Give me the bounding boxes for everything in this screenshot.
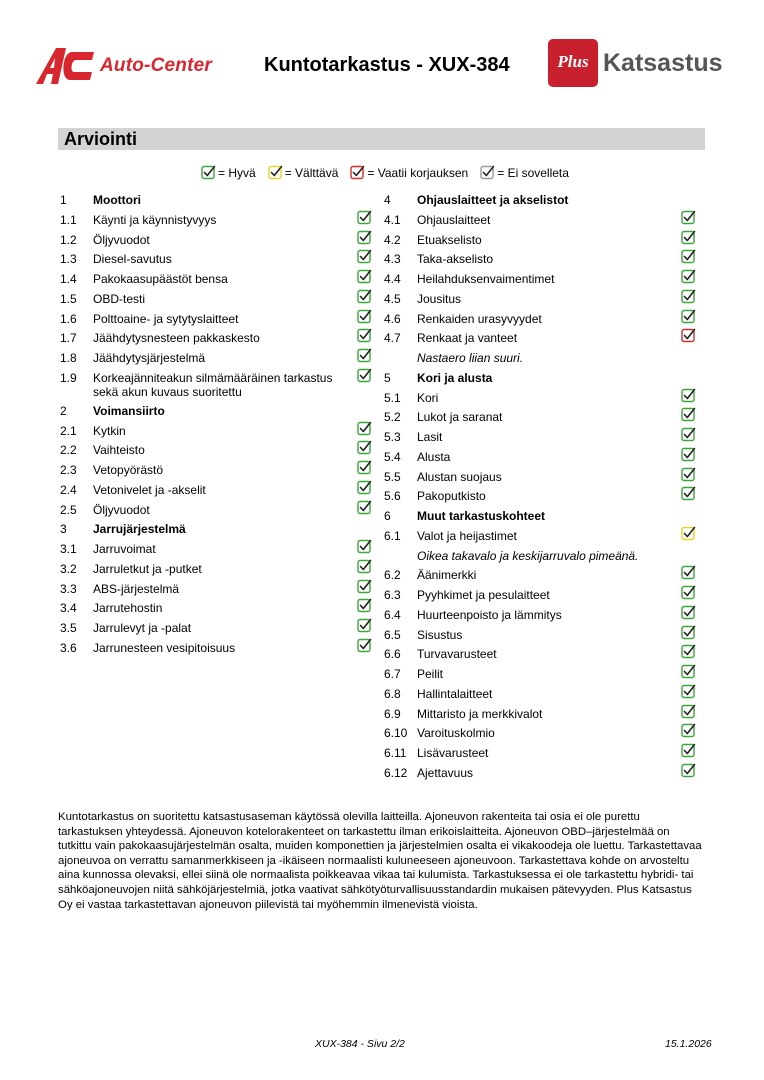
check-good-icon bbox=[681, 210, 696, 225]
item-label: Polttoaine- ja sytytyslaitteet bbox=[93, 311, 239, 326]
check-good-icon bbox=[681, 644, 696, 659]
item-number: 6.1 bbox=[384, 528, 401, 543]
status-legend bbox=[201, 165, 581, 180]
item-number: 4.6 bbox=[384, 311, 401, 326]
inspection-row bbox=[384, 427, 696, 447]
check-good-icon bbox=[357, 559, 372, 574]
plus-badge-text: Plus bbox=[557, 52, 589, 71]
legend-item-na bbox=[480, 165, 569, 180]
check-good-icon bbox=[357, 440, 372, 455]
item-label: Pakokaasupäästöt bensa bbox=[93, 272, 228, 286]
inspection-row bbox=[60, 579, 372, 599]
inspection-row bbox=[60, 539, 372, 559]
item-number: 4 bbox=[384, 193, 391, 207]
item-label: Jäähdytysjärjestelmä bbox=[93, 351, 206, 365]
check-repair-icon bbox=[681, 328, 696, 343]
check-good-icon bbox=[681, 289, 696, 304]
check-good-icon bbox=[681, 486, 696, 501]
item-label: Heilahduksenvaimentimet bbox=[417, 272, 555, 286]
item-label: Lisävarusteet bbox=[417, 746, 489, 760]
item-number: 1.3 bbox=[60, 252, 77, 267]
inspection-row bbox=[60, 638, 372, 658]
disclaimer-text: Kuntotarkastus on suoritettu katsastusaseman käytössä olevilla laitteilla. Ajoneuvon rakenteita tai osia ei ole purettu tarkastuksen yhteydessä. Ajoneuvon kotelorakenteet on tarkastettu ilman erikoislaitteita. Ajoneuvon OBD–järjestelmää on tutkittu vain pakokaasujärjestelmän osalta, muiden komponettien ja järjestelmien osalta ei vikakoodeja ole luettu. Tarkastettavaa ajoneuvoa on verrattu samanmerkkiseen ja -ikäiseen normaalisti kuluneeseen ajoneuvoon. Tarkastettava kohde on arvosteltu aina kunnossa olevaksi, ellei siinä ole normaalista poikkeavaa vikaa tai kulumista. Tarkastuksessa ei ole tarkastettu hybridi- tai sähköajoneuvojen niitä sähköjärjestelmiä, jotka vaativat sähkötyöturvallisuusstandardin mukaisen pätevyyden. Plus Katsastus Oy ei vastaa tarkastettavan ajoneuvon piilevistä tai myöhemmin ilmenevistä vioista. bbox=[58, 811, 702, 911]
check-good-icon bbox=[201, 165, 216, 180]
item-number: 5.5 bbox=[384, 469, 401, 484]
check-good-icon bbox=[357, 421, 372, 436]
inspection-row bbox=[60, 421, 372, 441]
item-label: Valot ja heijastimet bbox=[417, 528, 517, 543]
check-good-icon bbox=[357, 618, 372, 633]
legend-label: = Ei sovelleta bbox=[497, 165, 569, 180]
item-number: 1.8 bbox=[60, 351, 77, 365]
inspection-row bbox=[60, 440, 372, 460]
inspection-row bbox=[60, 249, 372, 269]
item-number: 6.2 bbox=[384, 568, 401, 583]
legend-item-good bbox=[201, 165, 256, 180]
item-label: Pyyhkimet ja pesulaitteet bbox=[417, 588, 550, 602]
item-label: Kytkin bbox=[93, 423, 126, 438]
item-number: 5.2 bbox=[384, 410, 401, 425]
legend-label: = Hyvä bbox=[218, 165, 256, 180]
item-number: 1.2 bbox=[60, 232, 77, 247]
item-label: Diesel-savutus bbox=[93, 252, 172, 267]
item-number: 1.4 bbox=[60, 272, 77, 286]
check-good-icon bbox=[357, 638, 372, 653]
item-number: 3.3 bbox=[60, 581, 77, 596]
check-good-icon bbox=[681, 269, 696, 284]
item-label: Muut tarkastuskohteet bbox=[417, 509, 546, 523]
check-good-icon bbox=[681, 684, 696, 699]
item-number: 3.5 bbox=[60, 621, 77, 635]
remark-text: Oikea takavalo ja keskijarruvalo pimeänä. bbox=[417, 548, 639, 563]
inspection-row bbox=[384, 289, 696, 309]
item-label: Korkeajänniteakun silmämääräinen tarkastus sekä akun kuvaus suoritettu bbox=[93, 370, 333, 399]
check-na-icon bbox=[480, 165, 495, 180]
check-good-icon bbox=[357, 579, 372, 594]
section-heading-row bbox=[60, 519, 372, 539]
item-number: 5.4 bbox=[384, 449, 401, 464]
item-label: Kori ja alusta bbox=[417, 370, 493, 385]
check-good-icon bbox=[681, 309, 696, 324]
inspection-column-right bbox=[384, 190, 696, 783]
auto-center-logo bbox=[36, 46, 221, 86]
item-number: 1.7 bbox=[60, 331, 77, 346]
check-good-icon bbox=[681, 427, 696, 442]
item-label: Etuakselisto bbox=[417, 232, 482, 247]
check-good-icon bbox=[357, 500, 372, 515]
item-label: Öljyvuodot bbox=[93, 232, 150, 247]
item-number: 2.5 bbox=[60, 502, 77, 517]
check-good-icon bbox=[681, 447, 696, 462]
check-good-icon bbox=[357, 249, 372, 264]
inspection-row bbox=[60, 598, 372, 618]
check-good-icon bbox=[681, 605, 696, 620]
item-number: 6.8 bbox=[384, 686, 401, 701]
item-label: Renkaiden urasyvyydet bbox=[417, 311, 542, 326]
item-label: Peilit bbox=[417, 667, 444, 681]
item-label: OBD-testi bbox=[93, 291, 146, 306]
item-label: Moottori bbox=[93, 193, 141, 207]
inspection-row bbox=[60, 480, 372, 500]
section-heading-row bbox=[60, 401, 372, 421]
item-label: Lasit bbox=[417, 430, 443, 444]
check-good-icon bbox=[357, 289, 372, 304]
inspection-row bbox=[60, 230, 372, 250]
item-number: 1 bbox=[60, 193, 67, 207]
inspection-row bbox=[384, 309, 696, 329]
inspection-row bbox=[60, 289, 372, 309]
check-good-icon bbox=[357, 368, 372, 383]
inspection-row bbox=[384, 585, 696, 605]
section-heading-row bbox=[384, 368, 696, 388]
item-label: Jarrujärjestelmä bbox=[93, 522, 186, 537]
item-number: 6.9 bbox=[384, 706, 401, 721]
item-label: Vetonivelet ja -akselit bbox=[93, 482, 206, 497]
inspection-row bbox=[384, 486, 696, 506]
section-heading-row bbox=[384, 190, 696, 210]
item-label: Varoituskolmio bbox=[417, 726, 495, 741]
check-repair-icon bbox=[350, 165, 365, 180]
item-number: 6.6 bbox=[384, 647, 401, 662]
remark-row bbox=[384, 348, 696, 368]
ac-logo-icon bbox=[36, 46, 96, 86]
item-label: Pakoputkisto bbox=[417, 489, 486, 504]
check-good-icon bbox=[357, 539, 372, 554]
check-good-icon bbox=[681, 230, 696, 245]
item-label: Ajettavuus bbox=[417, 765, 474, 780]
item-label: Alusta bbox=[417, 449, 451, 464]
inspection-row bbox=[60, 328, 372, 348]
item-number: 2 bbox=[60, 403, 67, 418]
item-number: 4.1 bbox=[384, 212, 401, 227]
check-good-icon bbox=[681, 625, 696, 640]
item-label: Lukot ja saranat bbox=[417, 410, 503, 425]
item-label: Vetopyörästö bbox=[93, 463, 164, 477]
section-heading-row bbox=[60, 190, 372, 210]
item-number: 1.5 bbox=[60, 291, 77, 306]
section-heading-row bbox=[384, 506, 696, 526]
inspection-row bbox=[60, 559, 372, 579]
item-number: 5.3 bbox=[384, 430, 401, 444]
legend-item-repair bbox=[350, 165, 468, 180]
check-acceptable-icon bbox=[268, 165, 283, 180]
check-acceptable-icon bbox=[681, 526, 696, 541]
item-number: 3.1 bbox=[60, 542, 77, 556]
item-label: Ohjauslaitteet bbox=[417, 212, 491, 227]
inspection-column-left bbox=[60, 190, 372, 658]
item-number: 6.12 bbox=[384, 765, 408, 780]
inspection-row bbox=[384, 605, 696, 625]
inspection-row bbox=[60, 460, 372, 480]
section-header-arviointi bbox=[58, 128, 705, 150]
inspection-row bbox=[60, 500, 372, 520]
item-label: Äänimerkki bbox=[417, 568, 477, 583]
check-good-icon bbox=[357, 210, 372, 225]
item-label: Käynti ja käynnistyvyys bbox=[93, 212, 217, 227]
inspection-row bbox=[384, 565, 696, 585]
item-label: Vaihteisto bbox=[93, 443, 145, 458]
inspection-row bbox=[384, 249, 696, 269]
inspection-row bbox=[384, 210, 696, 230]
item-label: Jarrulevyt ja -palat bbox=[93, 621, 192, 635]
inspection-row bbox=[60, 309, 372, 329]
item-label: Jarrutehostin bbox=[93, 601, 163, 616]
item-label: Alustan suojaus bbox=[417, 469, 502, 484]
inspection-row bbox=[384, 684, 696, 704]
item-number: 6.7 bbox=[384, 667, 401, 681]
item-label: Turvavarusteet bbox=[417, 647, 497, 662]
check-good-icon bbox=[681, 763, 696, 778]
check-good-icon bbox=[357, 309, 372, 324]
katsastus-logo-text: Katsastus bbox=[603, 49, 723, 77]
plus-badge bbox=[548, 39, 598, 87]
item-label: Hallintalaitteet bbox=[417, 686, 493, 701]
item-number: 6.10 bbox=[384, 726, 408, 741]
check-good-icon bbox=[681, 723, 696, 738]
item-number: 2.2 bbox=[60, 443, 77, 458]
check-good-icon bbox=[681, 249, 696, 264]
legend-label: = Vaatii korjauksen bbox=[367, 165, 469, 180]
check-good-icon bbox=[681, 388, 696, 403]
inspection-row bbox=[384, 269, 696, 289]
check-good-icon bbox=[681, 664, 696, 679]
check-good-icon bbox=[357, 269, 372, 284]
item-number: 2.3 bbox=[60, 463, 77, 477]
inspection-row bbox=[384, 467, 696, 487]
inspection-row bbox=[60, 348, 372, 368]
item-label: Voimansiirto bbox=[93, 403, 165, 418]
item-number: 6.11 bbox=[384, 746, 407, 760]
item-label: ABS-järjestelmä bbox=[93, 581, 180, 596]
item-label: Huurteenpoisto ja lämmitys bbox=[417, 607, 562, 622]
auto-center-logo-text: Auto-Center bbox=[100, 55, 212, 76]
check-good-icon bbox=[357, 460, 372, 475]
item-label: Jarruletkut ja -putket bbox=[93, 561, 202, 576]
item-number: 3 bbox=[60, 522, 67, 537]
item-label: Jäähdytysnesteen pakkaskesto bbox=[93, 331, 260, 346]
inspection-row bbox=[60, 210, 372, 230]
item-number: 6.3 bbox=[384, 588, 401, 602]
item-number: 4.5 bbox=[384, 291, 401, 306]
remark-row bbox=[384, 546, 696, 566]
legend-label: = Välttävä bbox=[284, 165, 339, 180]
document-title: Kuntotarkastus - XUX-384 bbox=[264, 54, 510, 76]
item-number: 4.2 bbox=[384, 232, 401, 247]
item-label: Kori bbox=[417, 390, 439, 405]
inspection-row bbox=[60, 618, 372, 638]
item-label: Jarruvoimat bbox=[93, 542, 156, 556]
item-number: 4.7 bbox=[384, 331, 401, 346]
item-number: 3.6 bbox=[60, 640, 77, 655]
inspection-row bbox=[384, 664, 696, 684]
item-number: 4.3 bbox=[384, 252, 401, 267]
item-number: 3.4 bbox=[60, 601, 77, 616]
footer-date: 15.1.2026 bbox=[665, 1038, 712, 1050]
check-good-icon bbox=[357, 328, 372, 343]
inspection-row bbox=[384, 388, 696, 408]
footer-page-label: XUX-384 - Sivu 2/2 bbox=[315, 1038, 405, 1050]
check-good-icon bbox=[681, 743, 696, 758]
inspection-row bbox=[60, 368, 372, 401]
inspection-row bbox=[60, 269, 372, 289]
inspection-row bbox=[384, 407, 696, 427]
legend-item-acceptable bbox=[268, 165, 339, 180]
inspection-row bbox=[384, 743, 696, 763]
item-number: 6.4 bbox=[384, 607, 401, 622]
check-good-icon bbox=[681, 565, 696, 580]
check-good-icon bbox=[357, 598, 372, 613]
inspection-row bbox=[384, 447, 696, 467]
remark-text: Nastaero liian suuri. bbox=[417, 351, 524, 365]
item-number: 2.4 bbox=[60, 482, 77, 497]
inspection-row bbox=[384, 230, 696, 250]
check-good-icon bbox=[681, 585, 696, 600]
item-label: Taka-akselisto bbox=[417, 252, 494, 267]
item-number: 4.4 bbox=[384, 272, 401, 286]
check-good-icon bbox=[357, 348, 372, 363]
check-good-icon bbox=[357, 480, 372, 495]
inspection-row bbox=[384, 625, 696, 645]
inspection-row bbox=[384, 704, 696, 724]
item-label: Jousitus bbox=[417, 291, 462, 306]
item-number: 1.9 bbox=[60, 370, 77, 385]
item-label: Renkaat ja vanteet bbox=[417, 331, 518, 346]
item-number: 6.5 bbox=[384, 627, 401, 642]
item-label: Jarrunesteen vesipitoisuus bbox=[93, 640, 236, 655]
item-number: 5.1 bbox=[384, 390, 401, 405]
item-label: Ohjauslaitteet ja akselistot bbox=[417, 193, 569, 207]
item-number: 1.1 bbox=[60, 212, 77, 227]
inspection-row bbox=[384, 328, 696, 348]
item-number: 5.6 bbox=[384, 489, 401, 504]
check-good-icon bbox=[357, 230, 372, 245]
item-label: Öljyvuodot bbox=[93, 502, 150, 517]
check-good-icon bbox=[681, 467, 696, 482]
item-number: 3.2 bbox=[60, 561, 77, 576]
inspection-row bbox=[384, 644, 696, 664]
plus-katsastus-logo bbox=[548, 39, 728, 89]
item-label: Mittaristo ja merkkivalot bbox=[417, 706, 543, 721]
item-number: 5 bbox=[384, 370, 391, 385]
inspection-row bbox=[384, 526, 696, 546]
inspection-row bbox=[384, 723, 696, 743]
item-number: 6 bbox=[384, 509, 391, 523]
check-good-icon bbox=[681, 407, 696, 422]
item-number: 1.6 bbox=[60, 311, 77, 326]
check-good-icon bbox=[681, 704, 696, 719]
item-number: 2.1 bbox=[60, 423, 77, 438]
section-title: Arviointi bbox=[64, 129, 138, 149]
inspection-row bbox=[384, 763, 696, 783]
item-label: Sisustus bbox=[417, 627, 463, 642]
